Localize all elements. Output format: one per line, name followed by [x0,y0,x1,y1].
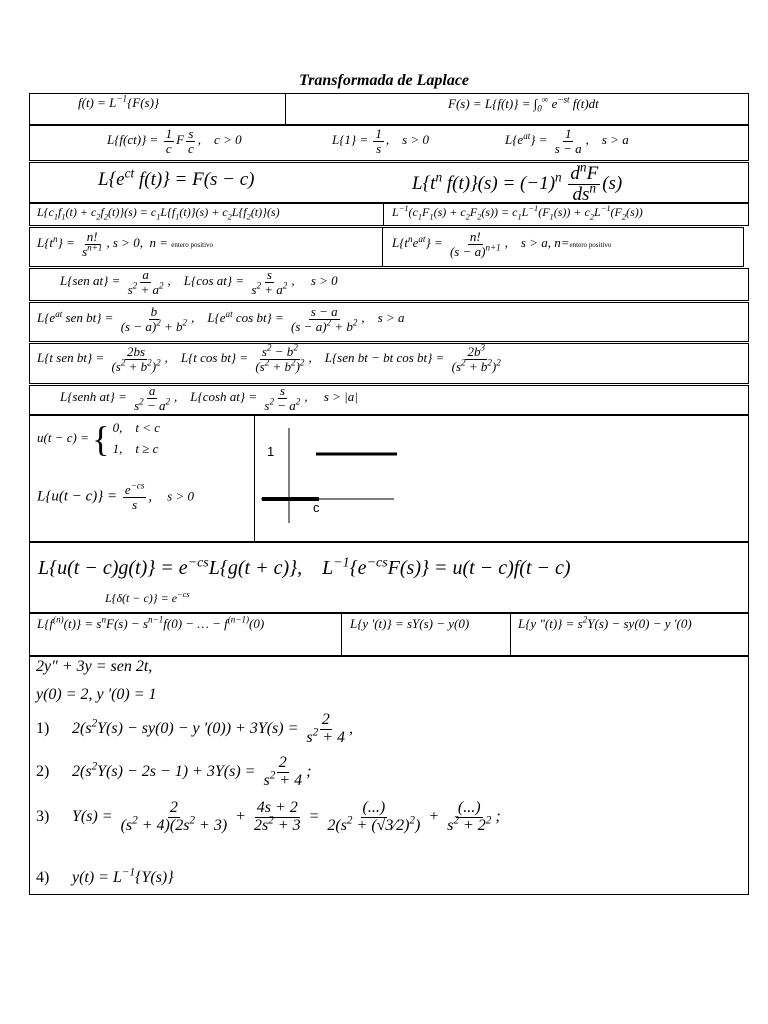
power-exponential-formula: $L\{t^ne^{at}\}$ = $\frac{n!}{(s - a)^{n+1}}$ , s > a, n=entero positivo [392,229,612,259]
damped-trig-formula: $L\{e^{at}$ sen bt} = $\frac{b}{(s - a)^2 + b^2}$ , $L\{e^{at}$ cos bt} = $\frac{s - a}{(s - a)^2 + b^2}$ , s > a [37,304,405,334]
graph-label-one: 1 [267,444,275,459]
divider [285,93,286,125]
step-number: 2) [36,762,50,780]
power-formula: $L\{t^n\}$ = $\frac{n!}{s^{n+1}}$ , s > 0, n = entero positivo [37,229,214,259]
entero-positivo-label: entero positivo [171,241,214,250]
sine-cosine-formula: L{sen at} = $\frac{a}{s^2 + a^2}$ , L{cos at} = $\frac{s}{s^2 + a^2}$ , s > 0 [60,267,338,297]
unit-step-definition: u(t − c) = { 0, t < c 1, t ≥ c [37,418,161,459]
inverse-linearity-formula: $L^{-1}(c_1F_1(s) + c_2F_2(s)) = c_1L^{-1}(F_1(s)) + c_2L^{-1}(F_2(s))$ [392,204,643,222]
example-step-2: 2) $2(s^2Y(s) - 2s - 1) + 3Y(s)$ = $\frac{2}{s^2 + 4}$ ; [36,754,312,789]
divider [254,415,255,542]
exponential-formula: $L\{e^{at}\}$ = $\frac{1}{s - a}$ , s > a [505,126,629,156]
dirac-delta-formula: $L\{\delta(t - c)\} = e^{-cs}$ [105,590,190,605]
constant-formula: L{1} = $\frac{1}{s}$ , s > 0 [332,126,429,156]
second-shift-formula: $L\{u(t - c)g(t)\} = e^{-cs}L\{g(t + c)\}$, $L^{-1}\{e^{-cs}F(s)\} = u(t - c)f(t - c)$ [38,555,571,579]
divider [383,203,384,226]
unit-step-graph [256,418,416,540]
divider [510,613,511,656]
divider [341,613,342,656]
example-initial-conditions: y(0) = 2, y '(0) = 1 [36,686,157,703]
second-derivative-formula: L{y "$(t)\} = s^2Y(s) - sy(0) - y$ '(0) [518,614,692,631]
inverse-definition-formula: $f(t) = L^{-1}\{F(s)\}$ [78,93,160,110]
graph-label-c: c [313,500,320,515]
step-number: 1) [36,719,50,737]
frequency-shift-formula: $L\{e^{ct}$ f(t)} = F(s − c) [98,165,255,190]
example-step-4: 4) $y(t) = L^{-1}\{Y(s)\}$ [36,866,174,886]
divider [382,227,383,267]
step-number: 4) [36,869,50,886]
laplace-definition-formula: $F(s) = L\{f(t)\} = \int_0^\infty$ $e^{-st}$ f(t)dt [448,94,599,114]
example-step-3: 3) Y(s) = $\frac{2}{(s^2 + 4)(2s^2 + 3)}$ + $\frac{4s + 2}{2s^2 + 3}$ = $\frac{(...)}{2(s^2 + (√3⁄2)^2)}$ + $\frac{(...)}{s^2 + 2^2}$ ; [36,799,501,834]
first-derivative-formula: L{y '(t)} = sY(s) − y(0) [350,616,470,631]
example-equation: 2y" + 3y = sen 2t, [36,658,153,675]
step-number: 3) [36,807,50,825]
linearity-formula: $L\{c_1f_1(t) + c_2f_2(t)\}(s) = c_1L\{f_1(t)\}(s) + c_2L\{f_2(t)\}(s)$ [37,205,280,222]
nth-derivative-formula: $L\{f^{(n)}(t)\} = s^nF(s) - s^{n-1}f(0)$ − … − $f^{(n-1)}(0)$ [37,614,265,631]
tn-multiplication-formula: $L\{t^n$ $f(t)\}(s) = (-1)^n$ $\frac{d^nF}{ds^n}$ (s) [412,159,623,205]
example-step-1: 1) $2(s^2Y(s) - sy(0) - y$ '(0)) + 3Y(s) = $\frac{2}{s^2 + 4}$ , [36,711,354,746]
t-trig-formula: L{t sen bt} = $\frac{2bs}{(s^2 + b^2)^2}$ , L{t cos bt} = $\frac{s^2 - b^2}{(s^2 + b^2)^2}$ , L{sen bt − bt cos bt} = $\frac{2b^3}{(s^2 + b^2)^2}$ [37,342,501,374]
hyperbolic-formula: L{senh at} = $\frac{a}{s^2 - a^2}$ , L{cosh at} = $\frac{s}{s^2 - a^2}$ , s > |a| [60,383,358,413]
unit-step-transform: L{u(t − c)} = $\frac{e^{-cs}}{s}$ , s > 0 [37,480,194,512]
entero-positivo-label: entero positivo [569,241,612,250]
page-title: Transformada de Laplace [298,72,470,89]
scaling-formula: L{f(ct)} = $\frac{1}{c}$ F $\frac{s}{c}$ , c > 0 [107,126,242,156]
